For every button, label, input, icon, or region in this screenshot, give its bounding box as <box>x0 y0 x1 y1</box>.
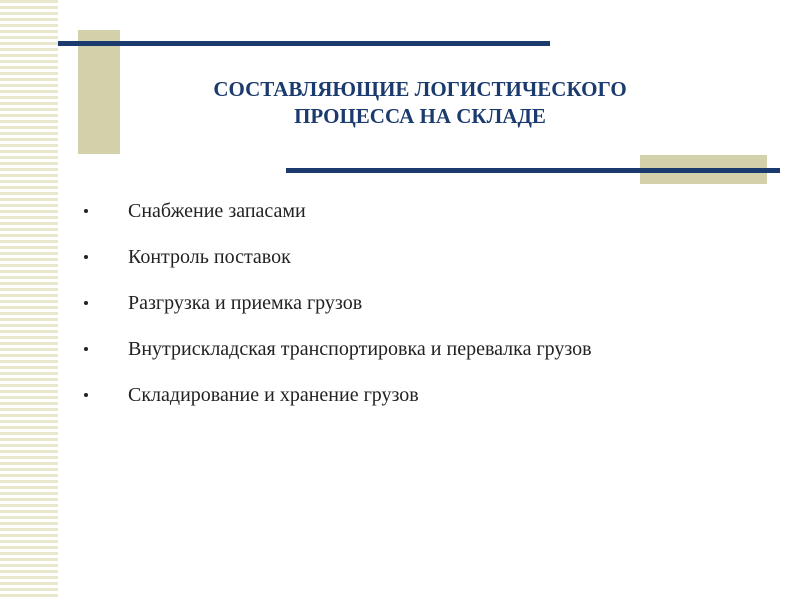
bullet-text: Снабжение запасами <box>128 200 306 222</box>
bullet-dot-icon <box>84 209 88 213</box>
bullet-item <box>80 288 780 318</box>
bullet-item <box>80 334 780 364</box>
slide-title-line-1: СОСТАВЛЯЮЩИЕ ЛОГИСТИЧЕСКОГО <box>213 77 627 101</box>
bullet-dot-icon <box>84 301 88 305</box>
bullet-text: Складирование и хранение грузов <box>128 384 419 406</box>
decorative-side-stripes <box>0 0 58 600</box>
bullet-dot-icon <box>84 347 88 351</box>
bullet-item <box>80 242 780 272</box>
bullet-item <box>80 196 780 226</box>
bullet-item <box>80 380 780 410</box>
bullet-text: Внутрискладская транспортировка и перевалка грузов <box>128 338 592 360</box>
bullet-text: Контроль поставок <box>128 246 291 268</box>
bullet-list <box>80 196 780 426</box>
decorative-accent-block-top <box>78 30 120 154</box>
bullet-text: Разгрузка и приемка грузов <box>128 292 363 314</box>
bullet-dot-icon <box>84 255 88 259</box>
decorative-rule-top <box>58 41 550 46</box>
decorative-rule-bottom <box>286 168 780 173</box>
slide-title-line-2: ПРОЦЕССА НА СКЛАДЕ <box>294 104 546 128</box>
slide-title <box>150 76 690 130</box>
bullet-dot-icon <box>84 393 88 397</box>
